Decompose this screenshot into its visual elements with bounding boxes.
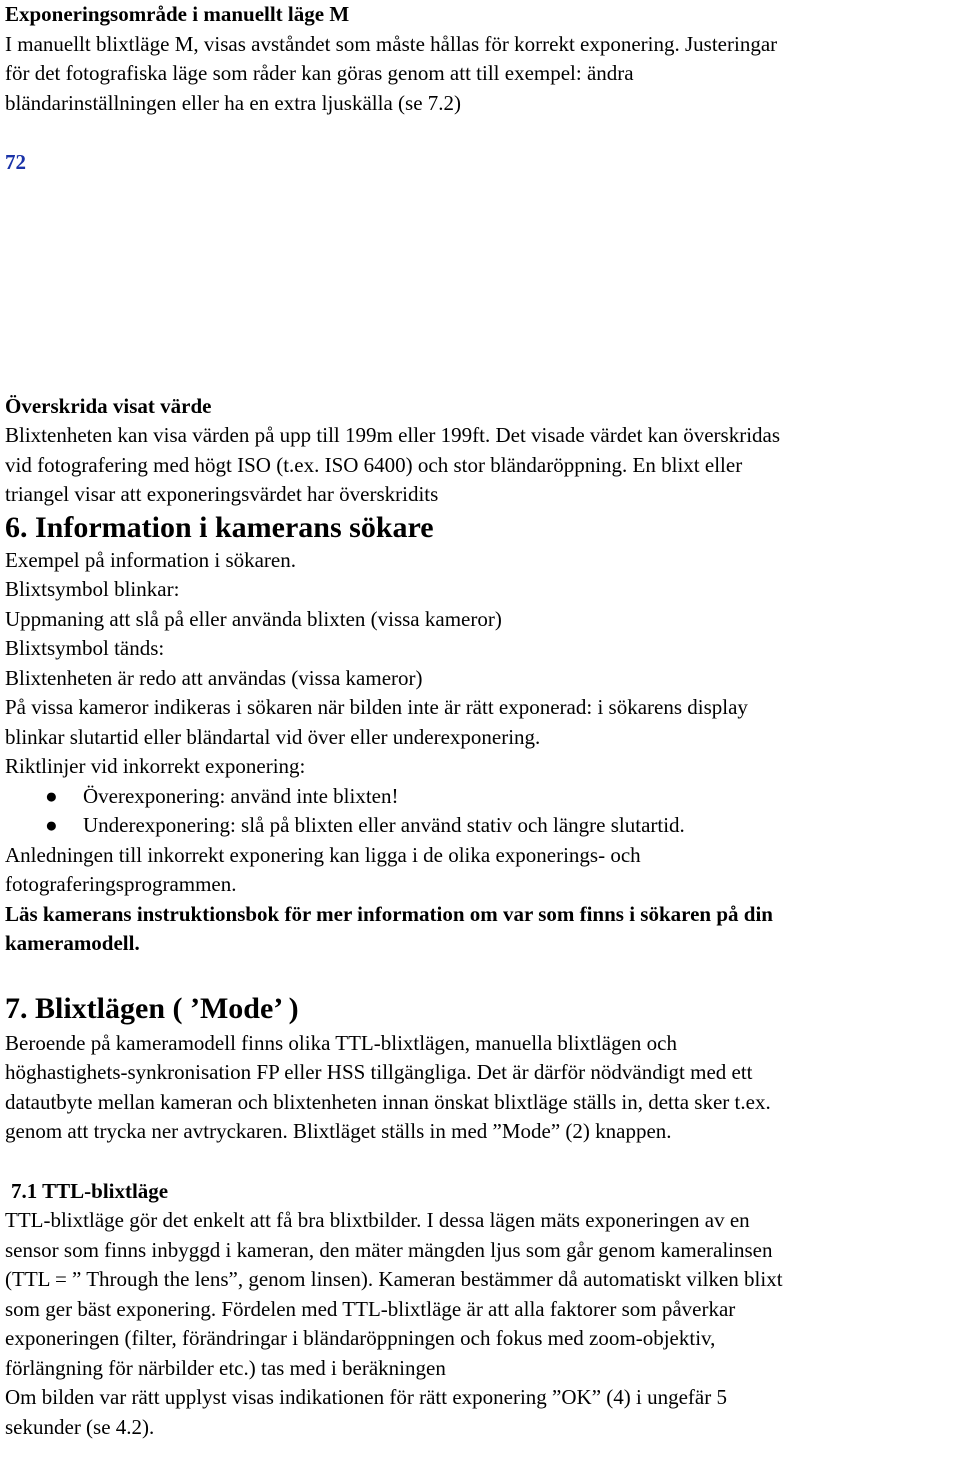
paragraph-line: Anledningen till inkorrekt exponering kan ligga i de olika exponerings- och: [5, 842, 641, 867]
paragraph-line: förlängning för närbilder etc.) tas med i beräkningen: [5, 1355, 446, 1380]
paragraph-line: sensor som finns inbyggd i kameran, den mäter mängden ljus som går genom kameralinsen: [5, 1237, 773, 1262]
section-heading: Överskrida visat värde: [5, 393, 212, 418]
paragraph-line: som ger bäst exponering. Fördelen med TTL-blixtläge är att alla faktorer som påverkar: [5, 1296, 736, 1321]
section-title: 7. Blixtlägen ( ’Mode’ ): [5, 991, 299, 1025]
section-7: [5, 989, 957, 1147]
paragraph-line: (TTL = ” Through the lens”, genom linsen). Kameran bestämmer då automatiskt vilken blixt: [5, 1267, 783, 1291]
list-item: [5, 782, 957, 812]
paragraph-line: Blixtenheten kan visa värden på upp till 199m eller 199ft. Det visade värdet kan överskridas: [5, 423, 781, 447]
list-item: [5, 811, 957, 841]
emphasis-line: kameramodell.: [5, 931, 140, 955]
paragraph-line: Blixtenheten är redo att användas (vissa kameror): [5, 665, 423, 690]
paragraph-line: Exempel på information i sökaren.: [5, 547, 296, 572]
paragraph-line: Blixtsymbol blinkar:: [5, 577, 180, 601]
list-item-text: Överexponering: använd inte blixten!: [83, 783, 399, 808]
paragraph-line: triangel visar att exponeringsvärdet har överskridits: [5, 482, 439, 506]
list-item-text: Underexponering: slå på blixten eller använd stativ och längre slutartid.: [83, 813, 685, 837]
document-page: [5, 0, 957, 1442]
paragraph-line: I manuellt blixtläge M, visas avståndet som måste hållas för korrekt exponering. Justeringar: [5, 31, 778, 56]
section-heading: Exponeringsområde i manuellt läge M: [5, 2, 350, 26]
paragraph-line: vid fotografering med högt ISO (t.ex. ISO 6400) och stor bländaröppning. En blixt eller: [5, 452, 743, 477]
section-heading: 7.1 TTL-blixtläge: [11, 1178, 169, 1203]
paragraph-line: TTL-blixtläge gör det enkelt att få bra blixtbilder. I dessa lägen mäts exponeringen av en: [5, 1208, 750, 1232]
paragraph-line: genom att trycka ner avtryckaren. Blixtläget ställs in med ”Mode” (2) knappen.: [5, 1119, 672, 1143]
section-exposure-range: [5, 0, 957, 118]
section-title: 6. Information i kamerans sökare: [5, 510, 434, 544]
paragraph-line: Beroende på kameramodell finns olika TTL-blixtlägen, manuella blixtlägen och: [5, 1030, 677, 1055]
section-6: [5, 510, 957, 959]
page-number: 72: [5, 150, 26, 174]
paragraph-line: blinkar slutartid eller bländartal vid över eller underexponering.: [5, 724, 541, 749]
bullet-icon: ●: [45, 813, 58, 837]
section-7-1: [5, 1177, 957, 1443]
paragraph-line: för det fotografiska läge som råder kan göras genom att till exempel: ändra: [5, 61, 634, 85]
paragraph-line: bländarinställningen eller ha en extra ljuskälla (se 7.2): [5, 90, 462, 115]
paragraph-line: exponeringen (filter, förändringar i bländaröppningen och fokus med zoom-objektiv,: [5, 1326, 716, 1350]
emphasis-line: Läs kamerans instruktionsbok för mer information om var som finns i sökaren på din: [5, 901, 773, 926]
paragraph-line: datautbyte mellan kameran och blixtenheten innan önskat blixtläge ställs in, detta sker t.ex.: [5, 1089, 771, 1114]
bullet-icon: ●: [45, 783, 58, 808]
paragraph-line: fotograferingsprogrammen.: [5, 872, 237, 896]
paragraph-line: Uppmaning att slå på eller använda blixten (vissa kameror): [5, 606, 502, 631]
paragraph-line: Blixtsymbol tänds:: [5, 636, 165, 660]
paragraph-line: På vissa kameror indikeras i sökaren när bilden inte är rätt exponerad: i sökarens display: [5, 695, 748, 719]
paragraph-line: Om bilden var rätt upplyst visas indikationen för rätt exponering ”OK” (4) i ungefär 5: [5, 1385, 727, 1409]
paragraph-line: Riktlinjer vid inkorrekt exponering:: [5, 754, 306, 778]
paragraph-line: höghastighets-synkronisation FP eller HSS tillgängliga. Det är därför nödvändigt med ett: [5, 1060, 753, 1084]
section-exceed: [5, 392, 957, 510]
paragraph-line: sekunder (se 4.2).: [5, 1414, 155, 1439]
